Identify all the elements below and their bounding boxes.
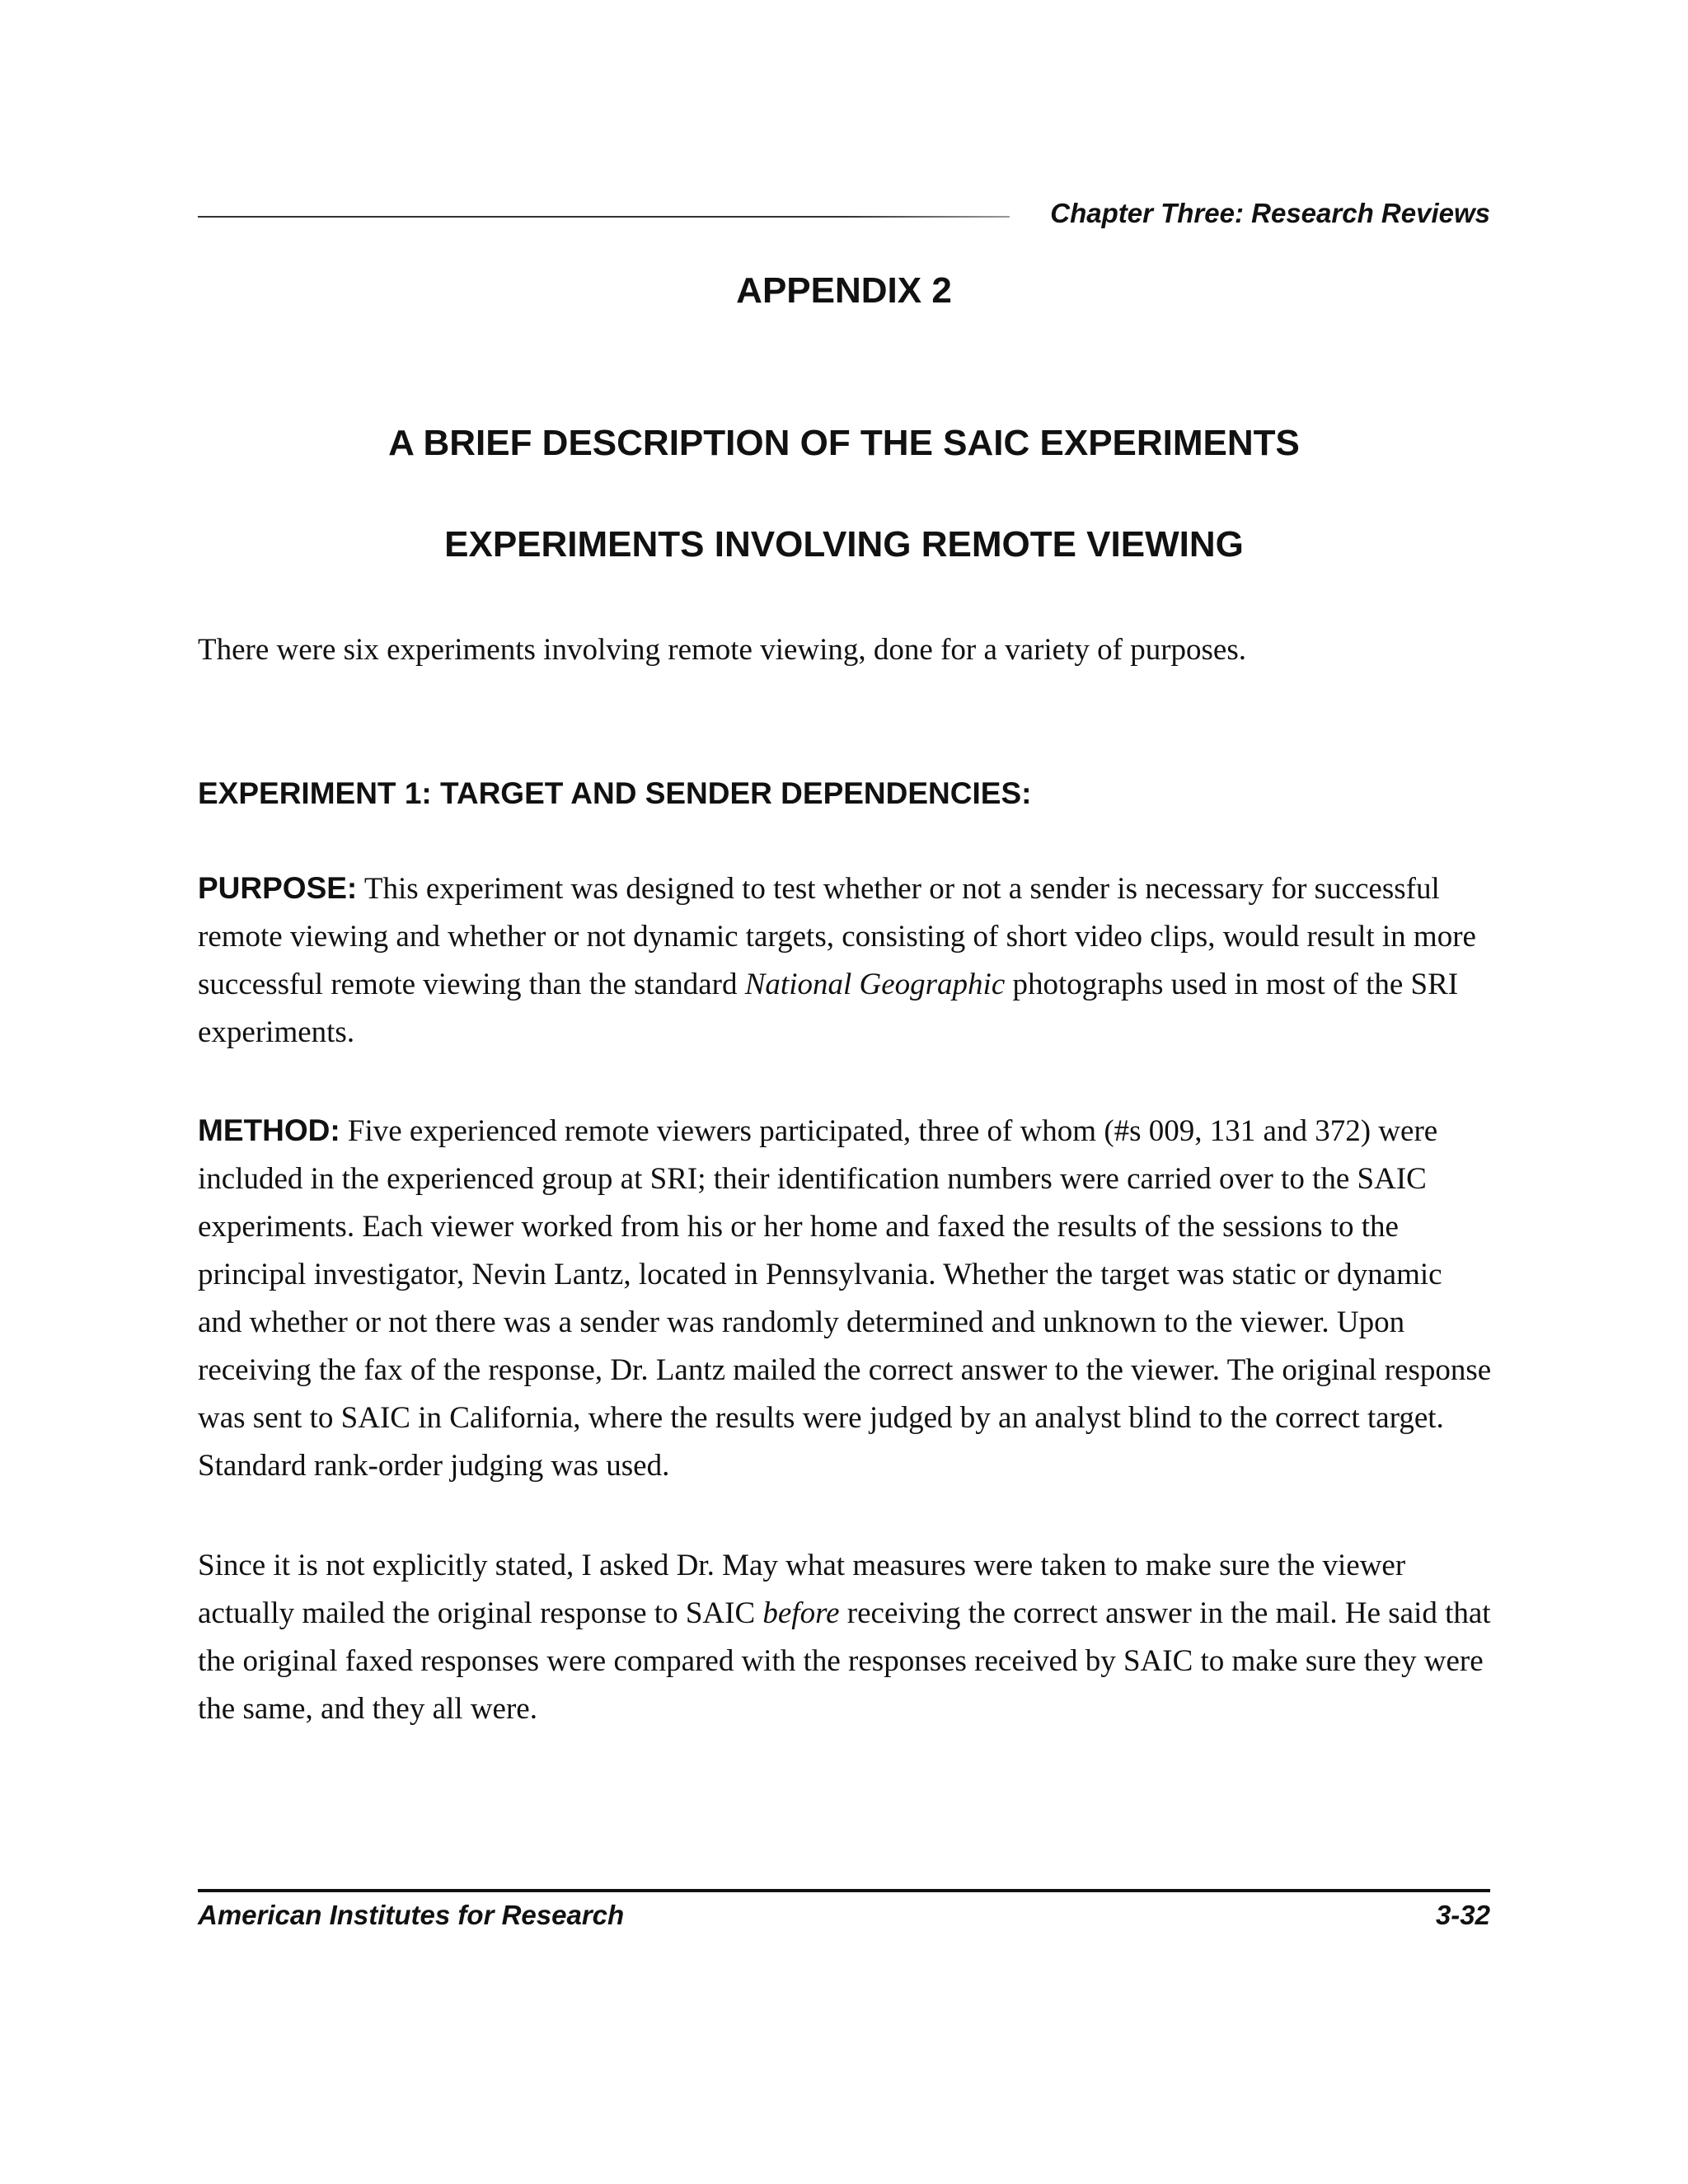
intro-paragraph: There were six experiments involving remote viewing, done for a variety of purposes.	[198, 633, 1247, 667]
purpose-text-end: photographs used in most of the SRI experiments.	[198, 968, 1459, 1049]
running-header: Chapter Three: Research Reviews	[1050, 198, 1490, 228]
footer-organization: American Institutes for Research	[198, 1900, 625, 1930]
experiment-heading: EXPERIMENT 1: TARGET AND SENDER DEPENDENCIES:	[198, 776, 1032, 810]
purpose-label: PURPOSE:	[198, 871, 358, 905]
followup-text-end: receiving the correct answer in the mail. He said that the original faxed responses were compared with the responses received by SAIC to make sure they were the same, and they all were.	[198, 1596, 1491, 1726]
method-paragraph	[198, 1107, 1492, 1490]
followup-paragraph	[198, 1542, 1492, 1733]
followup-italic-text: before	[762, 1596, 840, 1630]
footer-rule	[198, 1889, 1490, 1892]
document-title: A BRIEF DESCRIPTION OF THE SAIC EXPERIMENTS	[388, 423, 1300, 463]
header-rule	[198, 216, 1010, 218]
purpose-text: This experiment was designed to test whether or not a sender is necessary for successful remote viewing and whether or not dynamic targets, consisting of short video clips, would result in more successful remote viewing than the standard	[198, 872, 1476, 1001]
method-label: METHOD:	[198, 1113, 340, 1147]
section-title: EXPERIMENTS INVOLVING REMOTE VIEWING	[444, 524, 1244, 565]
page-number: 3-32	[1435, 1900, 1490, 1930]
purpose-paragraph	[198, 865, 1492, 1057]
purpose-italic-text: National Geographic	[744, 968, 1006, 1001]
followup-text: Since it is not explicitly stated, I asked Dr. May what measures were taken to make sure the viewer actually mailed the original response to SAIC	[198, 1549, 1406, 1630]
appendix-title: APPENDIX 2	[736, 270, 952, 311]
method-text: Five experienced remote viewers participated, three of whom (#s 009, 131 and 372) were included in the experienced group at SRI; their identification numbers were carried over to the SAIC experiments. Each viewer worked from his or her home and faxed the results of the sessions to the principal investigator, Nevin Lantz, located in Pennsylvania. Whether the target was static or dynamic and whether or not there was a sender was randomly determined and unknown to the viewer. Upon receiving the fax of the response, Dr. Lantz mailed the correct answer to the viewer. The original response was sent to SAIC in California, where the results were judged by an analyst blind to the correct target. Standard rank-order judging was used.	[198, 1114, 1492, 1483]
